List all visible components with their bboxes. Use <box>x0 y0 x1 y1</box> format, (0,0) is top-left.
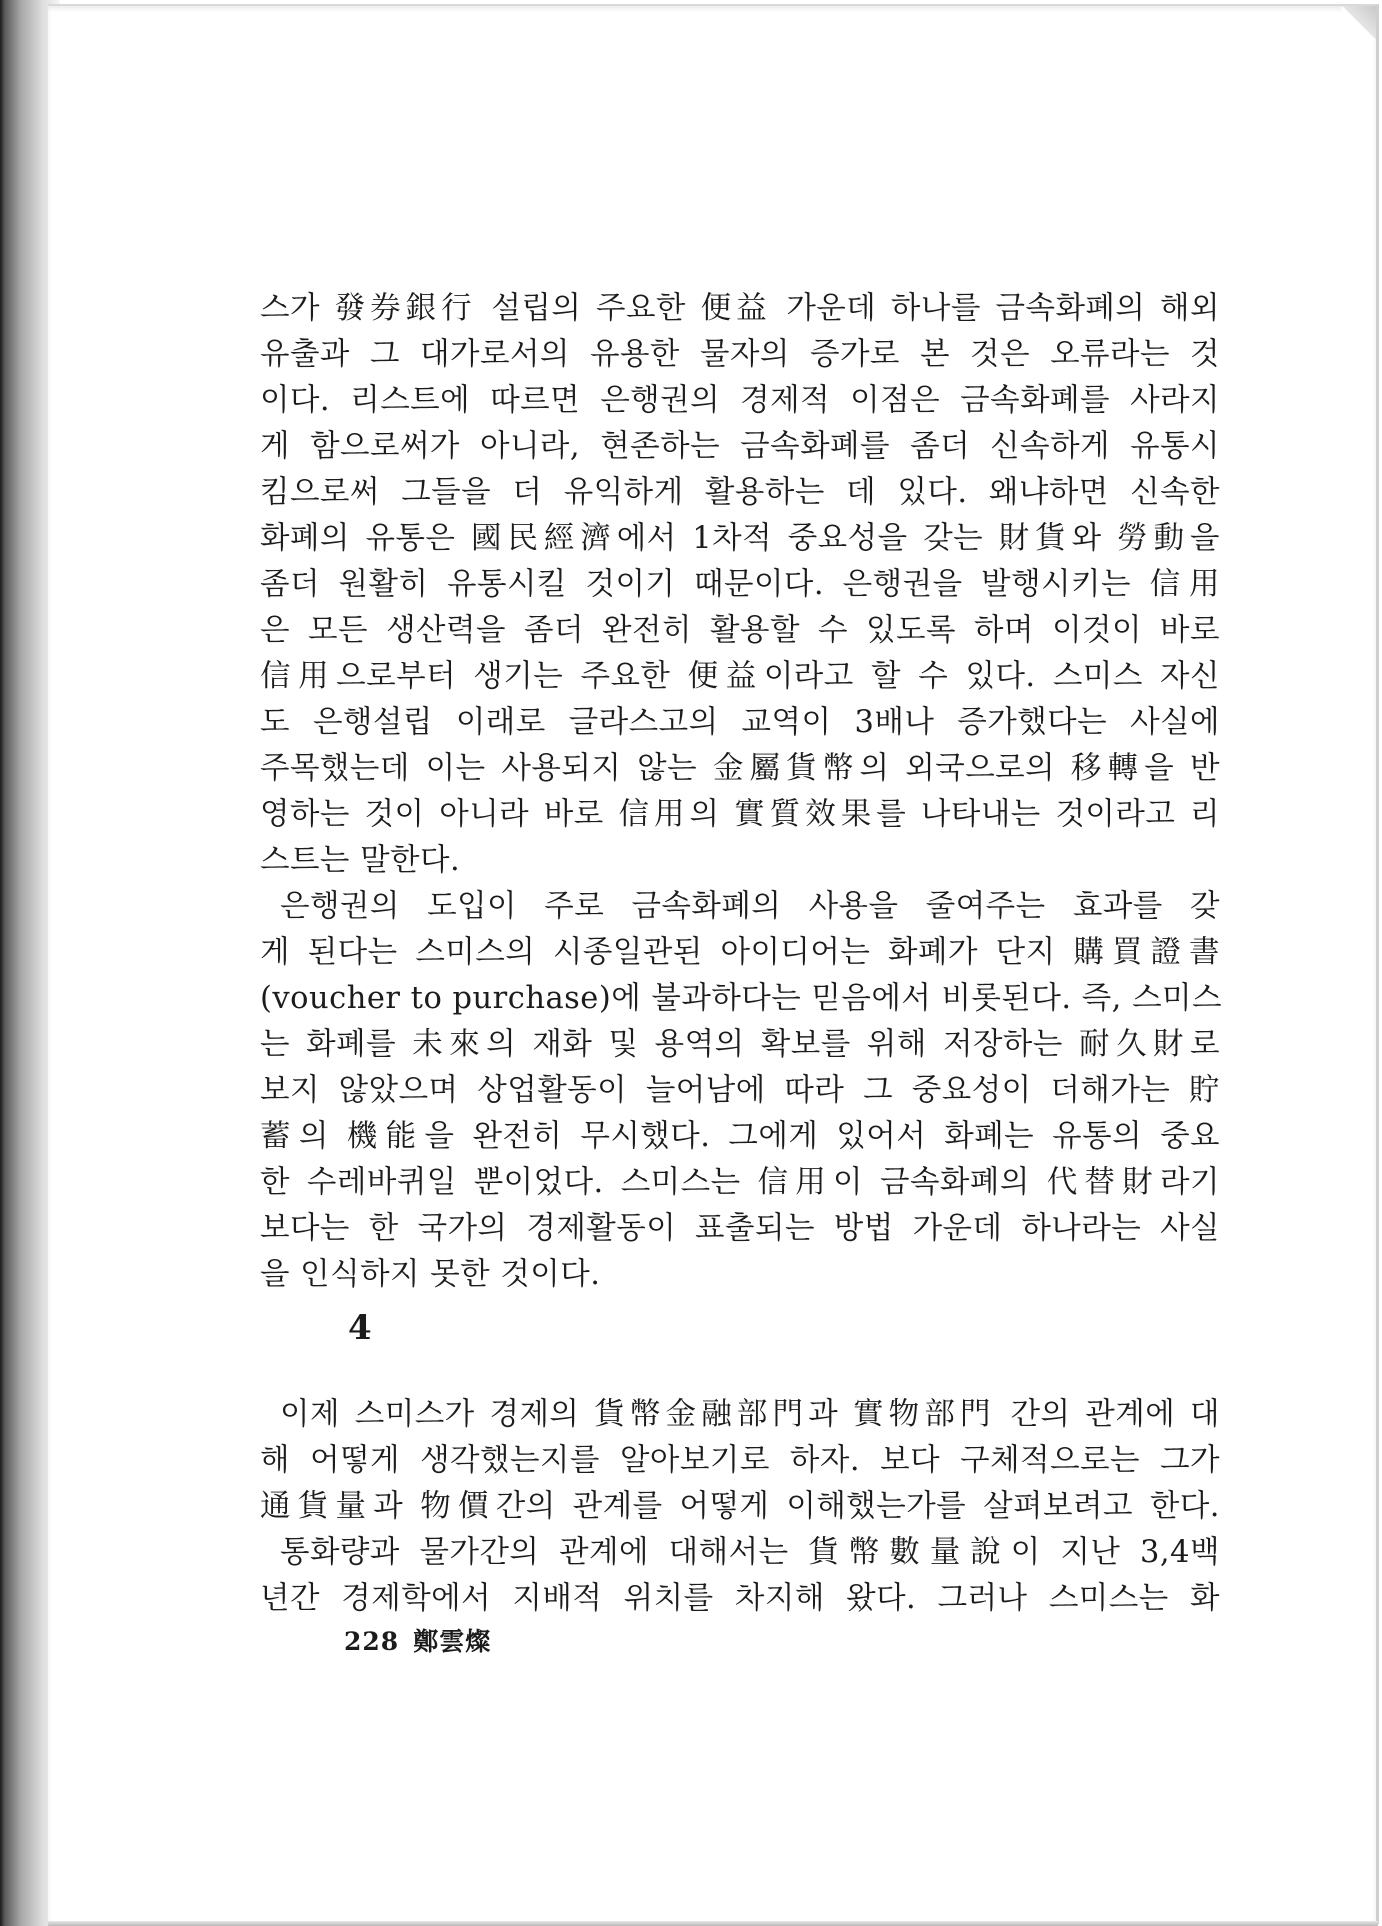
page-corner-fold <box>1342 6 1376 40</box>
author-name: 鄭雲燦 <box>413 1627 492 1656</box>
page-footer <box>344 1622 491 1658</box>
text-line: 해 어떻게 생각했는지를 알아보기로 하자. 보다 구체적으로는 그가 <box>260 1443 1220 1478</box>
text-line: 은행권의 도입이 주로 금속화폐의 사용을 줄여주는 효과를 갖 <box>280 889 1220 924</box>
text-line: 은 모든 생산력을 좀더 완전히 활용할 수 있도록 하며 이것이 바로 <box>260 613 1220 648</box>
text-line: 게 함으로써가 아니라, 현존하는 금속화폐를 좀더 신속하게 유통시 <box>260 429 1220 464</box>
body-text-block-2 <box>260 1392 1220 1622</box>
text-line: 킴으로써 그들을 더 유익하게 활용하는 데 있다. 왜냐하면 신속한 <box>260 475 1220 510</box>
text-line: 信用으로부터 생기는 주요한 便益이라고 할 수 있다. 스미스 자신 <box>260 659 1220 694</box>
text-line: (voucher to purchase)에 불과하다는 믿음에서 비롯된다. 즉, 스미스 <box>260 981 1222 1016</box>
text-line: 는 화폐를 未來의 재화 및 용역의 확보를 위해 저장하는 耐久財로 <box>260 1027 1220 1062</box>
text-line: 을 인식하지 못한 것이다. <box>260 1257 601 1292</box>
text-line: 주목했는데 이는 사용되지 않는 金屬貨幣의 외국으로의 移轉을 반 <box>260 751 1220 786</box>
text-line: 한 수레바퀴일 뿐이었다. 스미스는 信用이 금속화폐의 代替財라기 <box>260 1165 1220 1200</box>
text-line: 유출과 그 대가로서의 유용한 물자의 증가로 본 것은 오류라는 것 <box>260 337 1220 372</box>
text-line: 이제 스미스가 경제의 貨幣金融部門과 實物部門 간의 관계에 대 <box>280 1397 1220 1432</box>
text-line: 년간 경제학에서 지배적 위치를 차지해 왔다. 그러나 스미스는 화 <box>260 1581 1220 1616</box>
text-line: 영하는 것이 아니라 바로 信用의 實質效果를 나타내는 것이라고 리 <box>260 797 1220 832</box>
section-number: 4 <box>348 1308 372 1348</box>
text-line: 이다. 리스트에 따르면 은행권의 경제적 이점은 금속화폐를 사라지 <box>260 383 1220 418</box>
body-text-block-1 <box>260 286 1220 1298</box>
text-line: 좀더 원활히 유통시킬 것이기 때문이다. 은행권을 발행시키는 信用 <box>260 567 1220 602</box>
text-line: 화폐의 유통은 國民經濟에서 1차적 중요성을 갖는 財貨와 勞動을 <box>260 521 1220 556</box>
page-number: 228 <box>344 1627 400 1656</box>
text-line: 보다는 한 국가의 경제활동이 표출되는 방법 가운데 하나라는 사실 <box>260 1211 1220 1246</box>
text-line: 게 된다는 스미스의 시종일관된 아이디어는 화폐가 단지 購買證書 <box>260 935 1220 970</box>
text-line: 通貨量과 物價간의 관계를 어떻게 이해했는가를 살펴보려고 한다. <box>260 1489 1220 1524</box>
text-line: 스트는 말한다. <box>260 843 461 878</box>
text-line: 스가 發券銀行 설립의 주요한 便益 가운데 하나를 금속화폐의 해외 <box>260 291 1220 326</box>
text-line: 보지 않았으며 상업활동이 늘어남에 따라 그 중요성이 더해가는 貯 <box>260 1073 1220 1108</box>
page-bottom-edge <box>48 1921 1378 1926</box>
text-line: 蓄의 機能을 완전히 무시했다. 그에게 있어서 화폐는 유통의 중요 <box>260 1119 1220 1154</box>
text-line: 도 은행설립 이래로 글라스고의 교역이 3배나 증가했다는 사실에 <box>260 705 1220 740</box>
text-line: 통화량과 물가간의 관계에 대해서는 貨幣數量說이 지난 3,4백 <box>280 1535 1220 1570</box>
